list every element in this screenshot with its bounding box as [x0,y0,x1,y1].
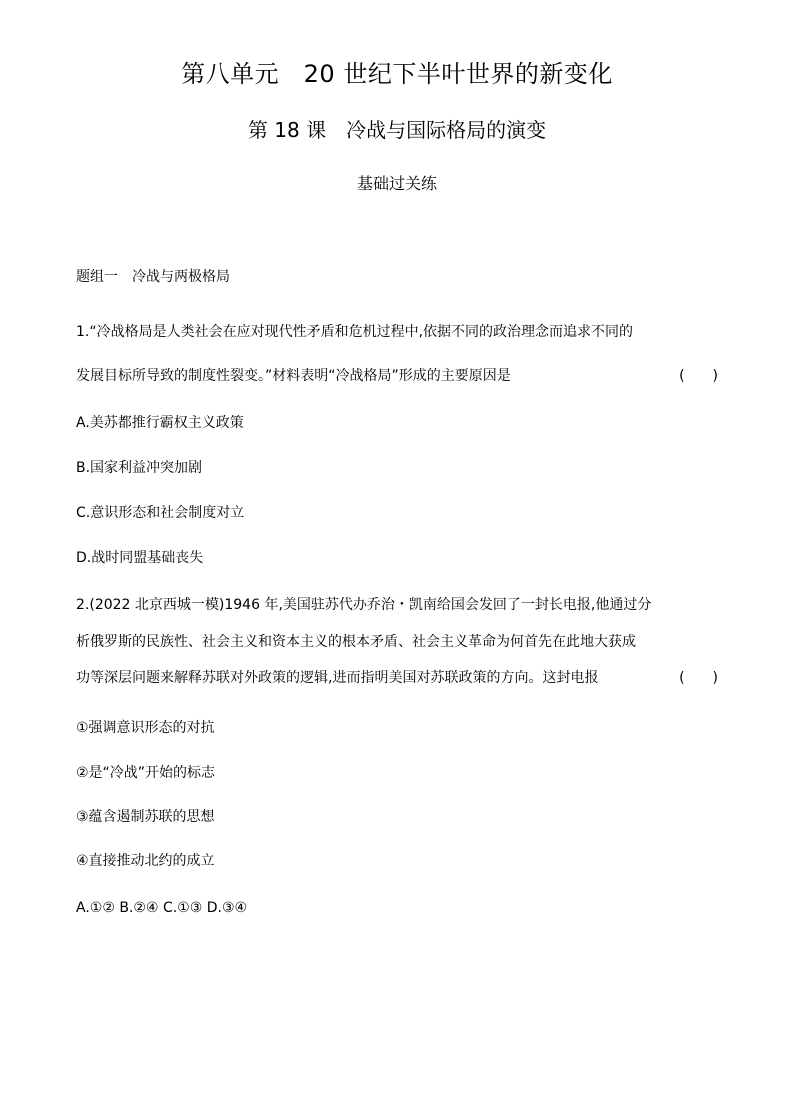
q2-stem-row3 [76,667,718,689]
q2-stem-line2: 析俄罗斯的民族性、社会主义和资本主义的根本矛盾、社会主义革命为何首先在此地大获成 [76,634,636,650]
q1-stem-row2 [76,365,718,387]
q2-item-3: ③蕴含遏制苏联的思想 [76,809,215,825]
q2-stem-line3: 功等深层问题来解释苏联对外政策的逻辑,进而指明美国对苏联政策的方向。这封电报 [76,670,599,686]
q2-options: A.①② B.②④ C.①③ D.③④ [76,900,248,916]
section-title: 基础过关练 [356,174,437,193]
q2-item-4: ④直接推动北约的成立 [76,853,215,869]
q1-option-b: B.国家利益冲突加剧 [76,460,203,476]
q1-option-a: A.美苏都推行霸权主义政策 [76,415,244,431]
q1-stem-line1: 1.“冷战格局是人类社会在应对现代性矛盾和危机过程中,依据不同的政治理念而追求不同的 [76,324,634,340]
q1-answer-blank: ( ) [679,368,718,384]
q2-item-1: ①强调意识形态的对抗 [76,720,215,736]
q1-stem-line2: 发展目标所导致的制度性裂变。”材料表明“冷战格局”形成的主要原因是 [76,368,511,384]
lesson-title: 第 18 课 冷战与国际格局的演变 [247,118,547,142]
group1-heading: 题组一 冷战与两极格局 [76,269,230,285]
q1-option-c: C.意识形态和社会制度对立 [76,505,245,521]
unit-title: 第八单元 20 世纪下半叶世界的新变化 [181,60,613,88]
q2-answer-blank: ( ) [679,670,718,686]
q1-option-d: D.战时同盟基础丧失 [76,550,204,566]
q2-item-2: ②是“冷战”开始的标志 [76,765,216,781]
q2-stem-line1: 2.(2022 北京西城一模)1946 年,美国驻苏代办乔治・凯南给国会发回了一封长电报,他通过分 [76,597,652,613]
